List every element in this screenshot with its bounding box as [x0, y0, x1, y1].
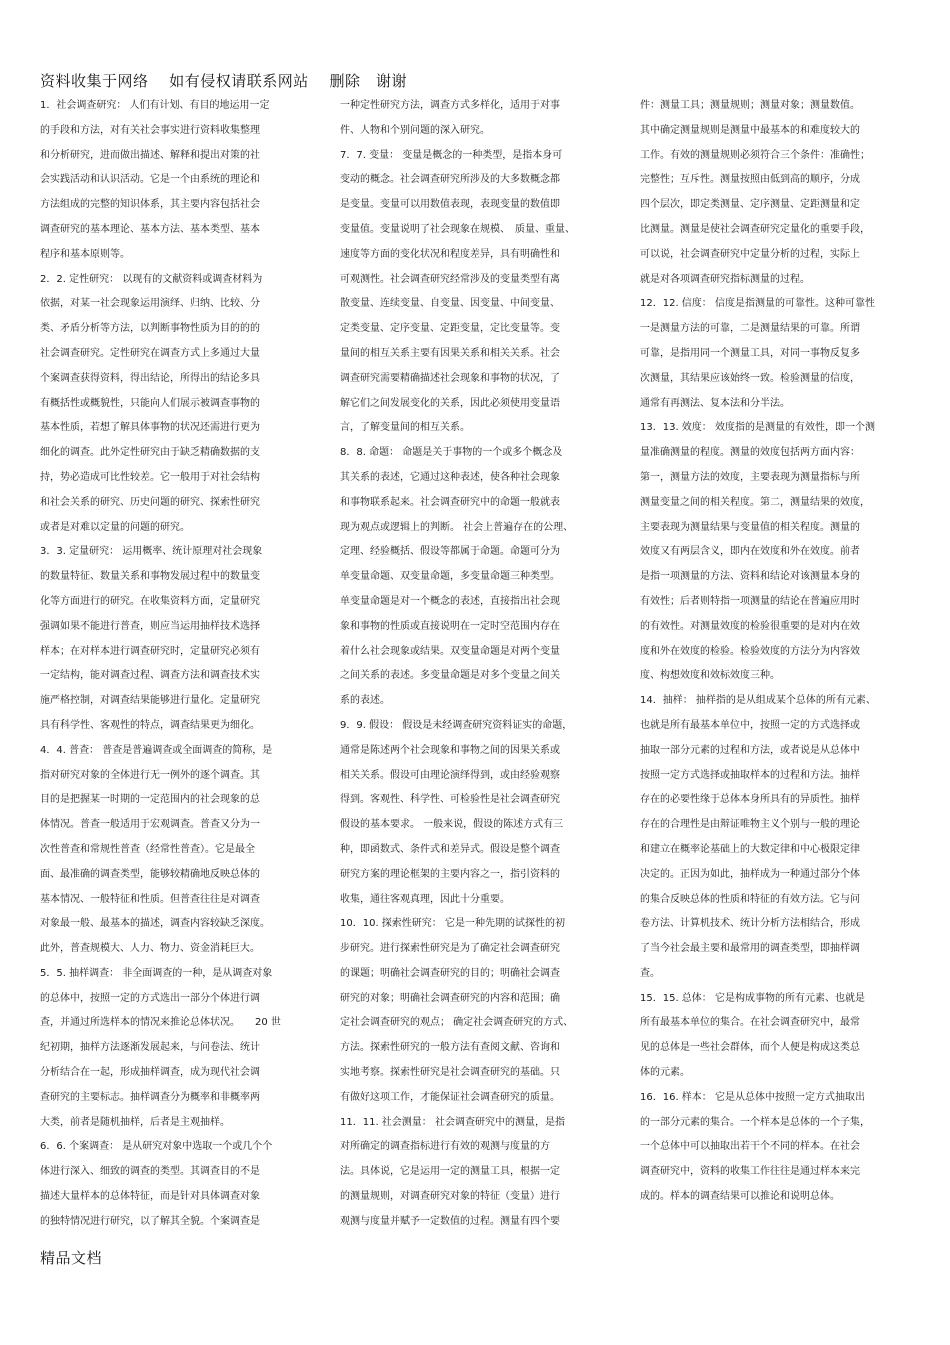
text-line: 量间的相互关系主要有因果关系和相关关系。社会 — [340, 347, 560, 359]
text-line: 可以说，社会调查研究中定量分析的过程，实际上 — [640, 248, 860, 260]
text-line: 施严格控制，对调查结果能够进行量化。定量研究 — [40, 695, 260, 707]
text-line: 抽取一部分元素的过程和方法，或者说是从总体中 — [640, 744, 860, 756]
text-line: 方法组成的完整的知识体系，其主要内容包括社会 — [40, 199, 260, 211]
text-line: 体情况。普查一般适用于宏观调查。普查又分为一 — [40, 819, 260, 831]
text-line: 主要表现为测量结果与变量值的相关程度。测量的 — [640, 521, 860, 533]
text-line: 基本情况、一般特征和性质。但普查往往是对调查 — [40, 893, 260, 905]
text-line: 有效性；后者则特指一项测量的结论在普遍应用时 — [640, 595, 860, 607]
text-line: 成的。样本的调查结果可以推论和说明总体。 — [640, 1191, 840, 1203]
text-line: 调查研究中，资料的收集工作往往是通过样本来完 — [640, 1166, 860, 1178]
text-column-3 — [640, 94, 900, 1210]
text-line: 第一，测量方法的效度，主要表现为测量指标与所 — [640, 471, 860, 483]
text-line: 2．2. 定性研究： 以现有的文献资料或调查材料为 — [40, 273, 263, 285]
text-line: 社会调查研究。定性研究在调查方式上多通过大量 — [40, 347, 260, 359]
text-line: 7．7. 变量： 变量是概念的一种类型，是指本身可 — [340, 149, 563, 161]
text-line: 的手段和方法，对有关社会事实进行资料收集整理 — [40, 124, 260, 136]
text-line: 目的是把握某一时期的一定范围内的社会现象的总 — [40, 794, 260, 806]
text-line: 言，了解变量间的相互关系。 — [340, 422, 470, 434]
text-line: 9．9. 假设： 假设是未经调查研究资料证实的命题， — [340, 719, 573, 731]
text-line: 通常是陈述两个社会现象和事物之间的因果关系或 — [340, 744, 560, 756]
text-line: 会实践活动和认识活动。它是一个由系统的理论和 — [40, 174, 260, 186]
text-line: 和事物联系起来。社会调查研究中的命题一般就表 — [340, 496, 560, 508]
text-line: 一定结构，能对调查过程、调查方法和调查技术实 — [40, 670, 260, 682]
text-line: 一个总体中可以抽取出若干个不同的样本。在社会 — [640, 1141, 860, 1153]
text-line: 11．11. 社会测量： 社会调查研究中的测量，是指 — [340, 1116, 565, 1128]
text-line: 单变量命题、双变量命题，多变量命题三种类型。 — [340, 571, 560, 583]
text-line: 大类，前者是随机抽样，后者是主观抽样。 — [40, 1116, 230, 1128]
text-line: 件：测量工具；测量规则；测量对象；测量数值。 — [640, 100, 860, 111]
text-line: 种，即函数式、条件式和差异式。假设是整个调查 — [340, 843, 560, 855]
text-line: 程序和基本原则等。 — [40, 248, 130, 260]
text-line: 卷方法、计算机技术、统计分析方法相结合，形成 — [640, 918, 860, 930]
text-line: 查研究的主要标志。抽样调查分为概率和非概率两 — [40, 1091, 260, 1103]
text-line: 强调如果不能进行普查，则应当运用抽样技术选择 — [40, 620, 260, 632]
text-line: 6．6. 个案调查： 是从研究对象中选取一个或几个个 — [40, 1141, 273, 1153]
page-footer: 精品文档 — [40, 1249, 103, 1267]
text-line: 存在的必要性缘于总体本身所具有的异质性。抽样 — [640, 794, 860, 806]
text-line: 观测与度量并赋予一定数值的过程。测量有四个要 — [340, 1215, 560, 1227]
text-line: 件、人物和个别问题的深入研究。 — [340, 124, 490, 136]
text-line: 其中确定测量规则是测量中最基本的和难度较大的 — [640, 124, 860, 136]
text-line: 的有效性。对测量效度的检验很重要的是对内在效 — [640, 620, 860, 632]
text-line: 或者是对难以定量的问题的研究。 — [40, 521, 190, 533]
text-line: 个案调查获得资料，得出结论，所得出的结论多具 — [40, 372, 260, 384]
text-line: 工作。有效的测量规则必须符合三个条件：准确性； — [640, 149, 870, 161]
text-line: 一种定性研究方法，调查方式多样化，适用于对事 — [340, 100, 560, 111]
text-line: 也就是所有最基本单位中，按照一定的方式选择或 — [640, 719, 860, 731]
text-line: 按照一定方式选择或抽取样本的过程和方法。抽样 — [640, 769, 860, 781]
text-line: 现为观点或逻辑上的判断。 社会上普遍存在的公理、 — [340, 521, 574, 533]
text-line: 12．12. 信度： 信度是指测量的可靠性。这种可靠性 — [640, 298, 875, 310]
text-line: 方法。探索性研究的一般方法有查阅文献、咨询和 — [340, 1042, 560, 1054]
text-line: 解它们之间发展变化的关系，因此必须使用变量语 — [340, 397, 560, 409]
text-line: 指对研究对象的全体进行无一例外的逐个调查。其 — [40, 769, 260, 781]
text-line: 研究方案的理论框架的主要内容之一，指引资料的 — [340, 868, 560, 880]
text-line: 四个层次，即定类测量、定序测量、定距测量和定 — [640, 199, 860, 211]
text-line: 14．抽样： 抽样指的是从组成某个总体的所有元素、 — [640, 695, 876, 707]
text-line: 研究的对象；明确社会调查研究的内容和范围；确 — [340, 992, 560, 1004]
text-line: 有做好这项工作，才能保证社会调查研究的质量。 — [340, 1091, 560, 1103]
text-line: 所有最基本单位的集合。在社会调查研究中，最常 — [640, 1017, 860, 1029]
text-line: 就是对各项调查研究指标测量的过程。 — [640, 273, 810, 285]
text-line: 见的总体是一些社会群体，而个人便是构成这类总 — [640, 1042, 860, 1054]
text-line: 4．4. 普查： 普查是普遍调查或全面调查的简称，是 — [40, 744, 273, 756]
text-line: 一是测量方法的可靠，二是测量结果的可靠。所谓 — [640, 323, 860, 335]
text-line: 的集合反映总体的性质和特征的有效方法。它与问 — [640, 893, 860, 905]
text-line: 样本；在对样本进行调查研究时，定量研究必须有 — [40, 645, 260, 657]
text-line: 定社会调查研究的观点； 确定社会调查研究的方式、 — [340, 1017, 574, 1029]
text-line: 的总体中，按照一定的方式选出一部分个体进行调 — [40, 992, 260, 1004]
text-line: 对所确定的调查指标进行有效的观测与度量的方 — [340, 1141, 550, 1153]
text-line: 15．15. 总体： 它是构成事物的所有元素、也就是 — [640, 992, 865, 1004]
text-line: 面、最准确的调查类型，能够较精确地反映总体的 — [40, 868, 260, 880]
text-line: 测量变量之间的相关程度。第二，测量结果的效度， — [640, 496, 870, 508]
text-line: 假设的基本要求。 一般来说，假设的陈述方式有三 — [340, 819, 564, 831]
text-line: 变动的概念。社会调查研究所涉及的大多数概念都 — [340, 174, 560, 186]
text-line: 具有科学性、客观性的特点，调查结果更为细化。 — [40, 719, 260, 731]
text-line: 1．社会调查研究： 人们有计划、有目的地运用一定 — [40, 100, 270, 111]
text-line: 是变量。变量可以用数值表现，表现变量的数值即 — [340, 199, 560, 211]
text-line: 变量值。变量说明了社会现象在规模、 质量、重量、 — [340, 223, 575, 235]
text-line: 持，势必造成可比性较差。它一般用于对社会结构 — [40, 471, 260, 483]
text-line: 的一部分元素的集合。一个样本是总体的一个子集， — [640, 1116, 870, 1128]
text-line: 散变量、连续变量、自变量、因变量、中间变量、 — [340, 298, 560, 310]
text-line: 定理、经验概括、假设等都属于命题。命题可分为 — [340, 546, 560, 558]
text-line: 度和外在效度的检验。检验效度的方法分为内容效 — [640, 645, 860, 657]
text-line: 系的表述。 — [340, 695, 390, 707]
text-column-2 — [340, 94, 600, 1235]
text-line: 比测量。测量是使社会调查研究定量化的重要手段， — [640, 223, 870, 235]
text-line: 查。 — [640, 967, 660, 979]
text-line: 是指一项测量的方法、资料和结论对该测量本身的 — [640, 571, 860, 583]
text-line: 类、矛盾分析等方法，以判断事物性质为目的的的 — [40, 323, 260, 335]
text-line: 度、构想效度和效标效度三种。 — [640, 670, 780, 682]
text-line: 基本性质，若想了解具体事物的状况还需进行更为 — [40, 422, 260, 434]
text-line: 实地考察。探索性研究是社会调查研究的基础。只 — [340, 1067, 560, 1079]
text-line: 纪初期，抽样方法逐渐发展起来，与问卷法、统计 — [40, 1042, 260, 1054]
text-line: 通常有再测法、复本法和分半法。 — [640, 397, 790, 409]
text-line: 细化的调查。此外定性研究由于缺乏精确数据的支 — [40, 447, 260, 459]
text-line: 8．8. 命题： 命题是关于事物的一个或多个概念及 — [340, 447, 563, 459]
text-line: 5．5. 抽样调查： 非全面调查的一种，是从调查对象 — [40, 967, 273, 979]
text-line: 调查研究需要精确描述社会现象和事物的状况，了 — [340, 372, 560, 384]
text-line: 3．3. 定量研究： 运用概率、统计原理对社会现象 — [40, 546, 263, 558]
text-line: 决定的。正因为如此，抽样成为一种通过部分个体 — [640, 868, 860, 880]
text-line: 的课题；明确社会调查研究的目的；明确社会调查 — [340, 967, 560, 979]
text-line: 描述大量样本的总体特征，而是针对具体调查对象 — [40, 1191, 260, 1203]
text-line: 相关关系。假设可由理论演绎得到，或由经验观察 — [340, 769, 560, 781]
text-line: 可靠，是指用同一个测量工具，对同一事物反复多 — [640, 347, 860, 359]
text-line: 化等方面进行的研究。在收集资料方面，定量研究 — [40, 595, 260, 607]
text-line: 步研究。进行探索性研究是为了确定社会调查研究 — [340, 943, 560, 955]
text-line: 效度又有两层含义，即内在效度和外在效度。前者 — [640, 546, 860, 558]
text-line: 调查研究的基本理论、基本方法、基本类型、基本 — [40, 223, 260, 235]
text-line: 定类变量、定序变量、定距变量，定比变量等。变 — [340, 323, 560, 335]
text-line: 的独特情况进行研究，以了解其全貌。个案调查是 — [40, 1215, 260, 1227]
text-line: 和建立在概率论基础上的大数定律和中心极限定律 — [640, 843, 860, 855]
text-line: 速度等方面的变化状况和程度差异，具有明确性和 — [340, 248, 560, 260]
text-line: 体进行深入、细致的调查的类型。其调查目的不是 — [40, 1166, 260, 1178]
text-line: 的测量规则，对调查研究对象的特征（变量）进行 — [340, 1191, 560, 1203]
text-line: 10．10. 探索性研究： 它是一种先期的试探性的初 — [340, 918, 565, 930]
text-line: 对象最一般、最基本的描述，调查内容较缺乏深度。 — [40, 918, 270, 930]
text-line: 之间关系的表述。多变量命题是对多个变量之间关 — [340, 670, 560, 682]
text-line: 收集，通往客观真理，因此十分重要。 — [340, 893, 510, 905]
text-line: 的数量特征、数量关系和事物发展过程中的数量变 — [40, 571, 260, 583]
text-line: 和分析研究，进而做出描述、解释和提出对策的社 — [40, 149, 260, 161]
text-line: 可观测性。社会调查研究经常涉及的变量类型有离 — [340, 273, 560, 285]
text-line: 分析结合在一起，形成抽样调查，成为现代社会调 — [40, 1067, 260, 1079]
text-line: 象和事物的性质或直接说明在一定时空范围内存在 — [340, 620, 560, 632]
text-line: 16．16. 样本： 它是从总体中按照一定方式抽取出 — [640, 1091, 865, 1103]
text-line: 着什么社会现象或结果。双变量命题是对两个变量 — [340, 645, 560, 657]
text-line: 存在的合理性是由辩证唯物主义个别与一般的理论 — [640, 819, 860, 831]
text-column-1 — [40, 94, 300, 1235]
text-line: 法。具体说，它是运用一定的测量工具，根据一定 — [340, 1166, 560, 1178]
page-header: 资料收集于网络 如有侵权请联系网站 删除 谢谢 — [40, 72, 408, 90]
text-line: 13．13. 效度： 效度指的是测量的有效性，即一个测 — [640, 422, 875, 434]
text-line: 和社会关系的研究、历史问题的研究、探索性研究 — [40, 496, 260, 508]
text-line: 次测量，其结果应该始终一致。检验测量的信度， — [640, 372, 860, 384]
text-line: 依据，对某一社会现象运用演绎、归纳、比较、分 — [40, 298, 260, 310]
text-line: 得到。客观性、科学性、可检验性是社会调查研究 — [340, 794, 560, 806]
text-line: 有概括性或概貌性，只能向人们展示被调查事物的 — [40, 397, 260, 409]
text-line: 量准确测量的程度。测量的效度包括两方面内容： — [640, 447, 860, 459]
text-line: 次性普查和常规性普查（经常性普查）。它是最全 — [40, 843, 255, 855]
text-line: 完整性；互斥性。测量按照由低到高的顺序，分成 — [640, 174, 860, 186]
text-line: 了当今社会最主要和最常用的调查类型，即抽样调 — [640, 943, 860, 955]
text-line: 查，并通过所选样本的情况来推论总体状况。 20 世 — [40, 1017, 281, 1029]
text-line: 此外，普查规模大、人力、物力、资金消耗巨大。 — [40, 943, 260, 955]
text-line: 其关系的表述，它通过这种表述，使各种社会现象 — [340, 471, 560, 483]
text-line: 体的元素。 — [640, 1067, 690, 1079]
text-line: 单变量命题是对一个概念的表述，直接指出社会现 — [340, 595, 560, 607]
